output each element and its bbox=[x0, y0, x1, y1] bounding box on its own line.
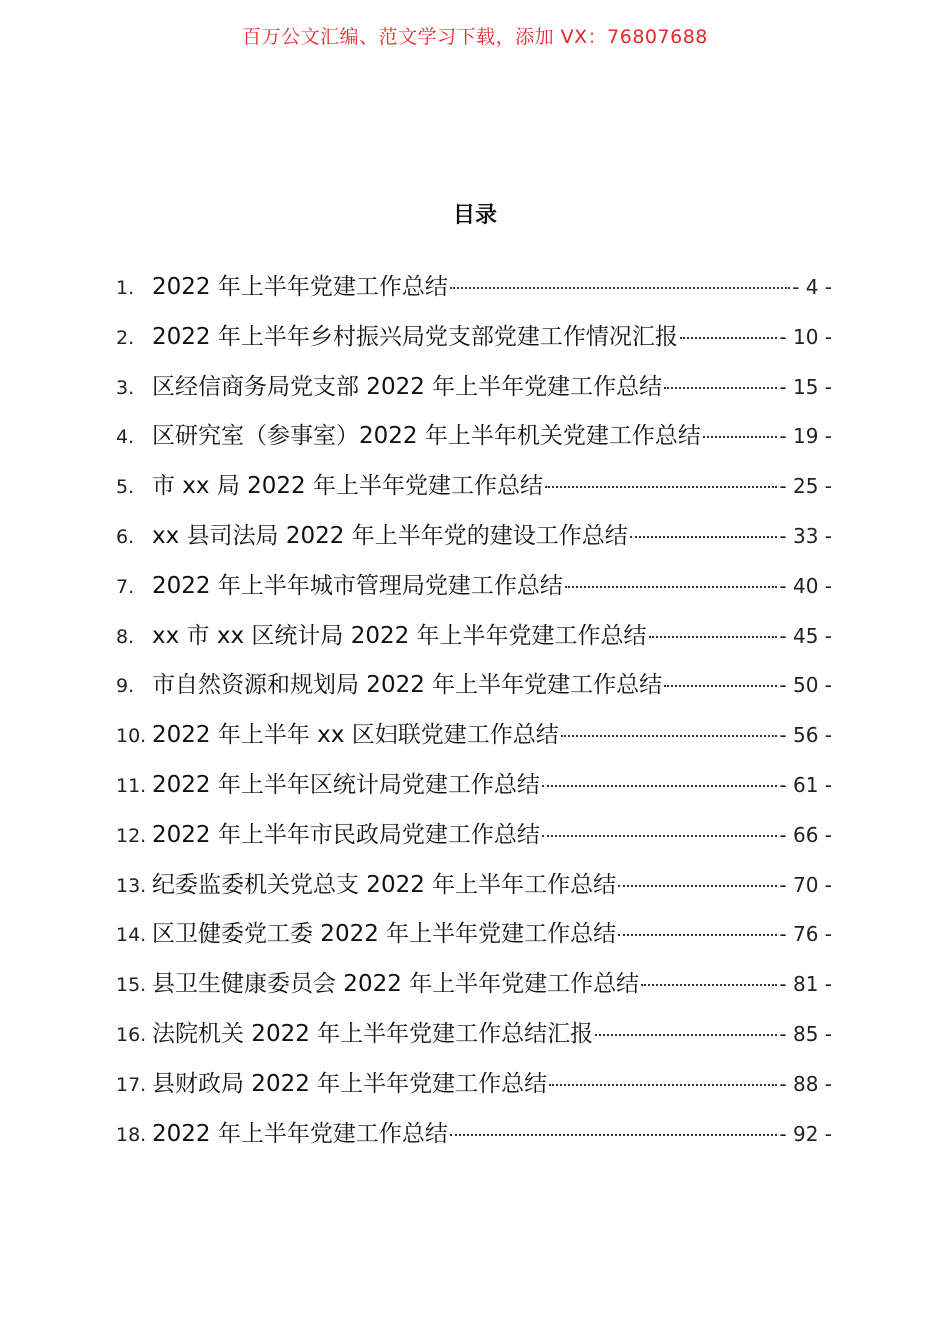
toc-leader-dots bbox=[649, 636, 778, 638]
toc-entry-7[interactable] bbox=[116, 567, 832, 617]
toc-entry-number: 11. bbox=[116, 774, 147, 797]
toc-entry-title: 2022 年上半年区统计局党建工作总结 bbox=[152, 771, 540, 798]
toc-entry-title: 纪委监委机关党总支 2022 年上半年工作总结 bbox=[152, 871, 617, 898]
toc-entry-10[interactable] bbox=[116, 716, 832, 766]
toc-entry-page: - 70 - bbox=[779, 872, 832, 897]
toc-entry-12[interactable] bbox=[116, 816, 832, 866]
toc-entry-8[interactable] bbox=[116, 617, 832, 667]
toc-entry-title: 2022 年上半年城市管理局党建工作总结 bbox=[152, 572, 563, 599]
toc-leader-dots bbox=[680, 337, 778, 339]
toc-entry-page: - 19 - bbox=[779, 424, 832, 449]
toc-leader-dots bbox=[664, 685, 777, 687]
toc-entry-title: 2022 年上半年市民政局党建工作总结 bbox=[152, 821, 540, 848]
toc-entry-number: 4. bbox=[116, 426, 135, 449]
toc-entry-number: 3. bbox=[116, 376, 135, 399]
toc-entry-page: - 50 - bbox=[779, 673, 832, 698]
toc-entry-15[interactable] bbox=[116, 965, 832, 1015]
toc-entry-page: - 92 - bbox=[779, 1121, 832, 1146]
toc-entry-2[interactable] bbox=[116, 318, 832, 368]
toc-leader-dots bbox=[549, 1084, 777, 1086]
toc-entry-page: - 40 - bbox=[779, 573, 832, 598]
toc-entry-number: 9. bbox=[116, 675, 135, 698]
toc-entry-page: - 61 - bbox=[779, 772, 832, 797]
toc-entry-title: 2022 年上半年党建工作总结 bbox=[152, 274, 448, 300]
toc-entry-4[interactable] bbox=[116, 417, 832, 467]
toc-entry-number: 16. bbox=[116, 1023, 147, 1046]
toc-entry-1[interactable] bbox=[116, 268, 832, 318]
toc-entry-title: 法院机关 2022 年上半年党建工作总结汇报 bbox=[152, 1020, 594, 1047]
toc-entry-title: 县财政局 2022 年上半年党建工作总结 bbox=[152, 1070, 548, 1097]
toc-entry-title: 县卫生健康委员会 2022 年上半年党建工作总结 bbox=[152, 971, 640, 998]
toc-entry-page: - 10 - bbox=[779, 324, 832, 349]
toc-entry-number: 5. bbox=[116, 476, 135, 499]
toc-entry-page: - 45 - bbox=[779, 623, 832, 648]
toc-entry-5[interactable] bbox=[116, 467, 832, 517]
toc-entry-title: 区研究室（参事室）2022 年上半年机关党建工作总结 bbox=[152, 423, 701, 450]
toc-entry-14[interactable] bbox=[116, 915, 832, 965]
toc-leader-dots bbox=[565, 586, 778, 588]
toc-entry-number: 18. bbox=[116, 1123, 147, 1146]
toc-entry-3[interactable] bbox=[116, 368, 832, 418]
toc-leader-dots bbox=[542, 835, 778, 837]
toc-leader-dots bbox=[618, 934, 777, 936]
toc-entry-18[interactable] bbox=[116, 1115, 832, 1165]
toc-entry-title: 2022 年上半年党建工作总结 bbox=[152, 1120, 448, 1147]
header-note: 百万公文汇编、范文学习下载，添加 VX：76807688 bbox=[242, 26, 708, 48]
toc-leader-dots bbox=[703, 436, 778, 438]
toc-leader-dots bbox=[561, 735, 778, 737]
toc-entry-number: 1. bbox=[116, 277, 135, 299]
toc-entry-number: 6. bbox=[116, 525, 135, 548]
toc-entry-number: 8. bbox=[116, 625, 135, 648]
toc-entry-page: - 15 - bbox=[779, 374, 832, 399]
toc-leader-dots bbox=[618, 885, 777, 887]
toc-entry-9[interactable] bbox=[116, 666, 832, 716]
toc-list bbox=[116, 268, 832, 1164]
toc-entry-13[interactable] bbox=[116, 866, 832, 916]
toc-entry-page: - 4 - bbox=[792, 275, 832, 299]
toc-entry-number: 17. bbox=[116, 1073, 147, 1096]
toc-leader-dots bbox=[595, 1034, 777, 1036]
toc-entry-number: 7. bbox=[116, 575, 135, 598]
toc-entry-page: - 66 - bbox=[779, 822, 832, 847]
toc-entry-number: 2. bbox=[116, 326, 135, 349]
toc-entry-title: xx 县司法局 2022 年上半年党的建设工作总结 bbox=[152, 522, 628, 549]
toc-entry-page: - 56 - bbox=[779, 723, 832, 748]
toc-entry-number: 12. bbox=[116, 824, 147, 847]
toc-entry-6[interactable] bbox=[116, 517, 832, 567]
toc-title: 目录 bbox=[452, 203, 497, 228]
toc-leader-dots bbox=[641, 984, 777, 986]
toc-entry-page: - 81 - bbox=[779, 972, 832, 997]
toc-entry-number: 14. bbox=[116, 924, 147, 947]
toc-entry-number: 10. bbox=[116, 725, 147, 748]
toc-entry-page: - 88 - bbox=[779, 1071, 832, 1096]
toc-entry-title: xx 市 xx 区统计局 2022 年上半年党建工作总结 bbox=[152, 622, 647, 649]
toc-leader-dots bbox=[545, 486, 777, 488]
toc-leader-dots bbox=[630, 536, 778, 538]
toc-entry-page: - 85 - bbox=[779, 1021, 832, 1046]
toc-entry-title: 2022 年上半年 xx 区妇联党建工作总结 bbox=[152, 722, 559, 749]
toc-entry-title: 区卫健委党工委 2022 年上半年党建工作总结 bbox=[152, 921, 617, 948]
toc-entry-17[interactable] bbox=[116, 1065, 832, 1115]
toc-entry-11[interactable] bbox=[116, 766, 832, 816]
toc-entry-title: 市 xx 局 2022 年上半年党建工作总结 bbox=[152, 473, 543, 500]
toc-entry-page: - 33 - bbox=[779, 523, 832, 548]
toc-entry-title: 区经信商务局党支部 2022 年上半年党建工作总结 bbox=[152, 373, 663, 400]
toc-entry-number: 15. bbox=[116, 974, 147, 997]
toc-leader-dots bbox=[664, 387, 777, 389]
toc-entry-number: 13. bbox=[116, 874, 147, 897]
toc-entry-page: - 76 - bbox=[779, 922, 832, 947]
toc-leader-dots bbox=[542, 785, 778, 787]
toc-entry-page: - 25 - bbox=[779, 474, 832, 499]
toc-entry-16[interactable] bbox=[116, 1015, 832, 1065]
toc-entry-title: 2022 年上半年乡村振兴局党支部党建工作情况汇报 bbox=[152, 323, 678, 350]
toc-leader-dots bbox=[450, 1134, 778, 1136]
toc-entry-title: 市自然资源和规划局 2022 年上半年党建工作总结 bbox=[152, 672, 663, 699]
toc-leader-dots bbox=[450, 287, 790, 289]
